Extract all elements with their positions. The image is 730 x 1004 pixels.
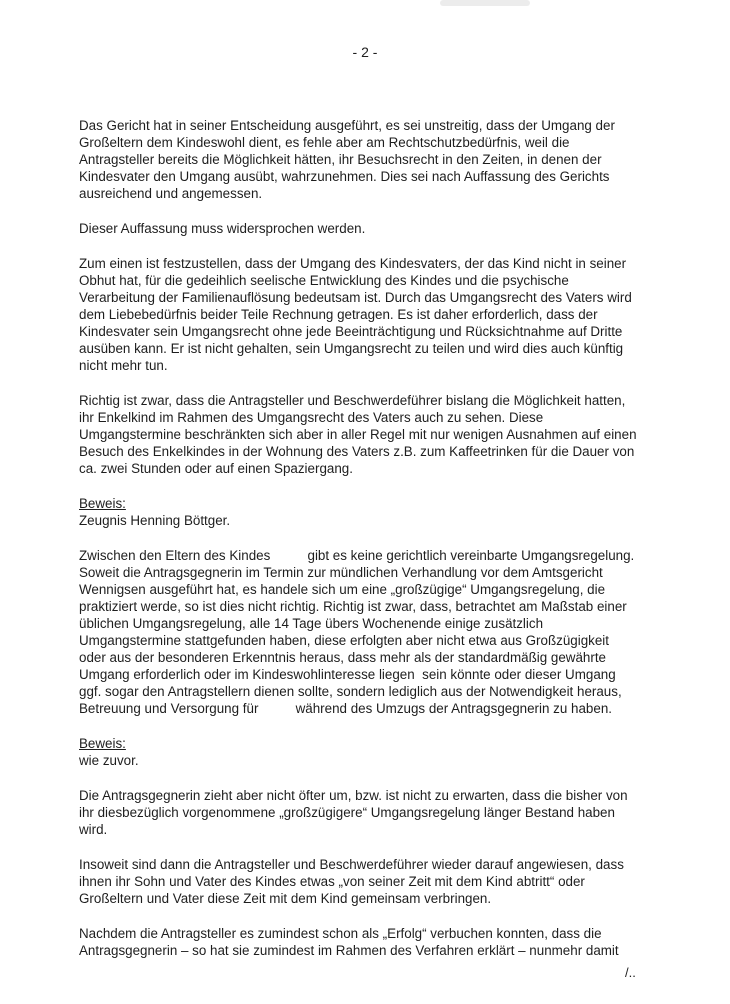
paragraph: Nachdem die Antragsteller es zumindest schon als „Erfolg“ verbuchen konnten, dass die Antragsgegnerin – so hat sie zumindest im Rahmen des Verfahren erklärt – nunmehr damit — [79, 926, 619, 958]
paragraph: Insoweit sind dann die Antragsteller und Beschwerdeführer wieder darauf angewiesen, dass ihnen ihr Sohn und Vater des Kindes etwas „von seiner Zeit mit dem Kind abtritt“ oder Großeltern und Vater diese Zeit mit dem Kind gemeinsam verbringen. — [79, 857, 624, 906]
paragraph: Dieser Auffassung muss widersprochen werden. — [79, 221, 366, 236]
evidence-text: Zeugnis Henning Böttger. — [79, 513, 231, 528]
scan-artifact — [440, 0, 530, 6]
continuation-mark: /.. — [625, 965, 636, 980]
paragraph: Die Antragsgegnerin zieht aber nicht öfter um, bzw. ist nicht zu erwarten, dass die bisher von ihr diesbezüglich vorgenommene „großzügigere“ Umgangsregelung länger Bestand haben wird. — [79, 788, 628, 837]
paragraph: Richtig ist zwar, dass die Antragsteller und Beschwerdeführer bislang die Möglichkeit hatten, ihr Enkelkind im Rahmen des Umgangsrecht des Vaters auch zu sehen. Diese Umgangstermine beschränkten sich aber in aller Regel mit nur wenigen Ausnahmen auf einen Besuch des Enkelkindes in der Wohnung des Vaters z.B. zum Kaffeetrinken für die Dauer von ca. zwei Stunden oder auf einen Spaziergang. — [79, 393, 637, 476]
paragraph: Zum einen ist festzustellen, dass der Umgang des Kindesvaters, der das Kind nicht in seiner Obhut hat, für die gedeihlich seelische Entwicklung des Kindes und die psychische Verarbeitung der Familienauflösung bedeutsam ist. Durch das Umgangsrecht des Vaters wird dem Liebebedürfnis beider Teile Rechnung getragen. Es ist daher erforderlich, dass der Kindesvater sein Umgangsrecht ohne jede Beeinträchtigung und Rücksichtnahme auf Dritte ausüben kann. Er ist nicht gehalten, sein Umgangsrecht zu teilen und wird dies auch künftig nicht mehr tun. — [79, 256, 632, 373]
evidence-heading: Beweis: — [79, 736, 126, 751]
letter-body — [79, 117, 639, 959]
paragraph: Das Gericht hat in seiner Entscheidung ausgeführt, es sei unstreitig, dass der Umgang der Großeltern dem Kindeswohl dient, es fehle aber am Rechtschutzbedürfnis, weil die Antragsteller bereits die Möglichkeit hätten, ihr Besuchsrecht in den Zeiten, in denen der Kindesvater den Umgang ausübt, wahrzunehmen. Dies sei nach Auffassung des Gerichts ausreichend und angemessen. — [79, 118, 615, 201]
page-number: - 2 - — [352, 44, 378, 60]
evidence-heading: Beweis: — [79, 496, 126, 511]
paragraph: Zwischen den Eltern des Kindes gibt es keine gerichtlich vereinbarte Umgangsregelung. Soweit die Antragsgegnerin im Termin zur mündlichen Verhandlung vor dem Amtsgericht Wennigsen ausgeführt hat, es handele sich um eine „großzügige“ Umgangsregelung, die praktiziert werde, so ist dies nicht richtig. Richtig ist zwar, dass, betrachtet am Maßstab einer üblichen Umgangsregelung, alle 14 Tage übers Wochenende einige zusätzlich Umgangstermine stattgefunden haben, diese erfolgten aber nicht etwa aus Großzügigkeit oder aus der besonderen Erkenntnis heraus, dass mehr als der standardmäßig gewährte Umgang erforderlich oder im Kindeswohlinteresse liegen sein könnte oder dieser Umgang ggf. sogar den Antragstellern dienen sollte, sondern lediglich aus der Notwendigkeit heraus, Betreuung und Versorgung für während des Umzugs der Antragsgegnerin zu haben. — [79, 548, 639, 716]
evidence-text: wie zuvor. — [79, 753, 139, 768]
